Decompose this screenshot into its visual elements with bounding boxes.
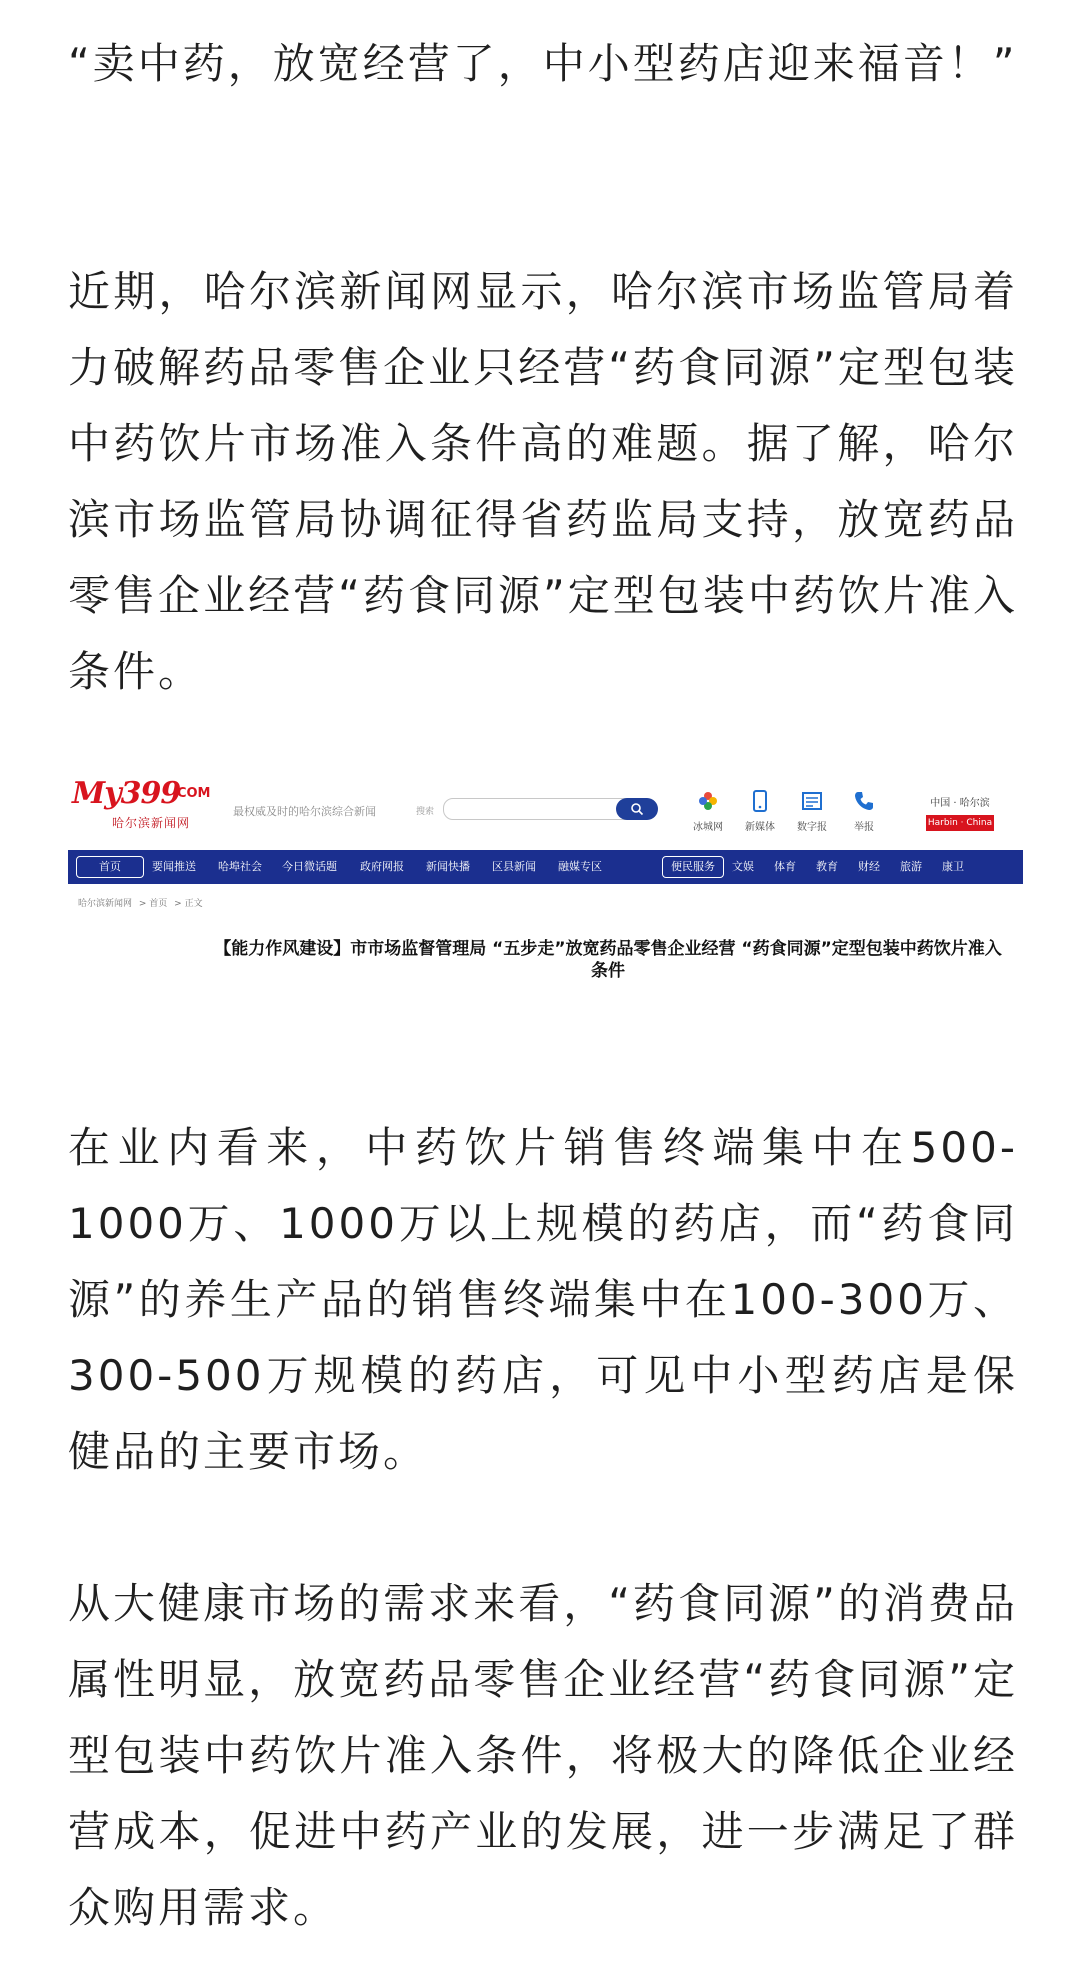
search-label: 搜索 xyxy=(416,807,435,817)
nav-item[interactable]: 旅游 xyxy=(900,860,922,873)
app-link-report[interactable] xyxy=(836,790,892,833)
nav-item[interactable]: 财经 xyxy=(858,860,880,873)
breadcrumb-current: > 正文 xyxy=(174,899,203,909)
nav-item[interactable]: 康卫 xyxy=(942,860,964,873)
app-label: 举报 xyxy=(854,822,874,833)
site-header xyxy=(68,770,1023,852)
site-logo[interactable] xyxy=(72,776,222,836)
main-nav xyxy=(68,850,1023,884)
region-name: 中国 · 哈尔滨 xyxy=(930,798,990,809)
app-link-bingcheng[interactable] xyxy=(680,790,736,833)
pinwheel-icon xyxy=(697,790,719,812)
search-icon xyxy=(630,802,644,816)
newspaper-icon xyxy=(801,790,823,812)
site-slogan: 最权威及时的哈尔滨综合新闻 xyxy=(233,805,376,818)
article-paragraph-1: “卖中药，放宽经营了，中小型药店迎来福音！” xyxy=(68,39,1018,88)
nav-item[interactable]: 今日微话题 xyxy=(282,860,337,873)
article-paragraph-4: 从大健康市场的需求来看，“药食同源”的消费品属性明显，放宽药品零售企业经营“药食同源”定型包装中药饮片准入条件，将极大的降低企业经营成本，促进中药产业的发展，进一步满足了群众购用需求。 xyxy=(68,1579,1018,1932)
nav-item[interactable]: 体育 xyxy=(774,860,796,873)
logo-subtitle: 哈尔滨新闻网 xyxy=(112,816,191,830)
search-button[interactable] xyxy=(616,798,658,820)
embedded-news-screenshot xyxy=(68,770,1023,1040)
region-badge: Harbin · China xyxy=(926,815,994,831)
nav-item[interactable]: 新闻快播 xyxy=(426,860,470,873)
article-paragraph-3: 在业内看来，中药饮片销售终端集中在500-1000万、1000万以上规模的药店，而“药食同源”的养生产品的销售终端集中在100-300万、300-500万规模的药店，可见中小型药店是保健品的主要市场。 xyxy=(68,1123,1018,1476)
app-link-new-media[interactable] xyxy=(732,790,788,833)
nav-item[interactable]: 文娱 xyxy=(732,860,754,873)
app-label: 冰城网 xyxy=(693,822,723,833)
breadcrumb xyxy=(78,896,207,909)
logo-domain: .COM xyxy=(172,786,211,801)
nav-service[interactable]: 便民服务 xyxy=(662,856,724,878)
nav-item[interactable]: 要闻推送 xyxy=(152,860,196,873)
nav-item[interactable]: 融媒专区 xyxy=(558,860,602,873)
breadcrumb-home[interactable]: > 首页 xyxy=(138,899,168,909)
phone-icon xyxy=(749,790,771,812)
region-indicator xyxy=(910,794,1010,831)
logo-wordmark: My399 xyxy=(72,776,181,811)
nav-home[interactable]: 首页 xyxy=(76,856,144,878)
telephone-icon xyxy=(853,790,875,812)
breadcrumb-site[interactable]: 哈尔滨新闻网 xyxy=(78,899,133,909)
news-headline: 【能力作风建设】市市场监督管理局 “五步走”放宽药品零售企业经营 “药食同源”定型包装中药饮片准入条件 xyxy=(214,939,1002,981)
nav-item[interactable]: 区县新闻 xyxy=(492,860,536,873)
article-paragraph-2: 近期，哈尔滨新闻网显示，哈尔滨市场监管局着力破解药品零售企业只经营“药食同源”定型包装中药饮片市场准入条件高的难题。据了解，哈尔滨市场监管局协调征得省药监局支持，放宽药品零售企业经营“药食同源”定型包装中药饮片准入条件。 xyxy=(68,267,1018,696)
nav-item[interactable]: 哈埠社会 xyxy=(218,860,262,873)
app-label: 新媒体 xyxy=(745,822,775,833)
nav-item[interactable]: 教育 xyxy=(816,860,838,873)
app-link-digital-paper[interactable] xyxy=(784,790,840,833)
nav-item[interactable]: 政府网报 xyxy=(360,860,404,873)
app-label: 数字报 xyxy=(797,822,827,833)
search-input[interactable] xyxy=(443,798,645,820)
